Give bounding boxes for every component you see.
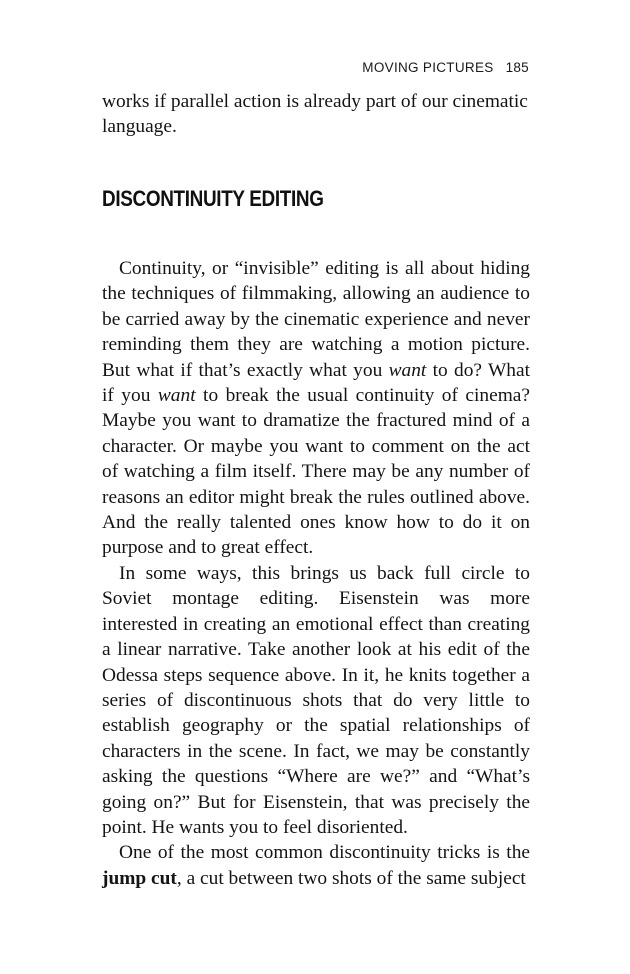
paragraph-1-text-c: to break the usual continuity of cinema? Maybe you want to dramatize the fractured mind of a character. Or maybe you want to comment on the act of watching a film itself. There may be any number of reasons an editor might break the rules outlined above. And the really talented ones know how to do it on purpose and to great effect. bbox=[102, 385, 530, 559]
page-number: 185 bbox=[505, 60, 529, 75]
paragraph-jump-cut bbox=[102, 840, 530, 891]
running-head-title: MOVING PICTURES bbox=[362, 60, 494, 75]
lead-in-text: works if parallel action is already part of our cinematic language. bbox=[102, 91, 528, 138]
emphasis-want-1: want bbox=[388, 359, 427, 381]
lead-in-paragraph bbox=[102, 89, 530, 140]
paragraph-3-text-b: , a cut between two shots of the same subject bbox=[176, 867, 526, 889]
paragraph-1-text-a: Continuity, or “invisible” editing is all about hiding the techniques of filmmaking, allowing an audience to be carried away by the cinematic experience and never reminding them they are watching a motion picture. But what if that’s exactly what you bbox=[102, 258, 530, 381]
paragraph-soviet-montage: In some ways, this brings us back full circle to Soviet montage editing. Eisenstein was more interested in creating an emotional effect than creating a linear narrative. Take another look at his edit of the Odessa steps sequence above. In it, he knits together a series of discontinuous shots that do very little to establish geography or the spatial relationships of characters in the scene. In fact, we may be constantly asking the questions “Where are we?” and “What’s going on?” But for Eisenstein, that was precisely the point. He wants you to feel disoriented. bbox=[102, 562, 530, 838]
term-jump-cut: jump cut bbox=[102, 867, 177, 889]
paragraph-1-text-b: to do? What if you bbox=[102, 359, 531, 407]
emphasis-want-2: want bbox=[157, 385, 196, 407]
paragraph-continuity bbox=[102, 256, 530, 561]
paragraph-3-text-a: One of the most common discontinuity tricks is the bbox=[119, 842, 530, 864]
running-head bbox=[362, 60, 529, 75]
body-text bbox=[102, 256, 530, 891]
section-heading: DISCONTINUITY EDITING bbox=[102, 186, 324, 211]
